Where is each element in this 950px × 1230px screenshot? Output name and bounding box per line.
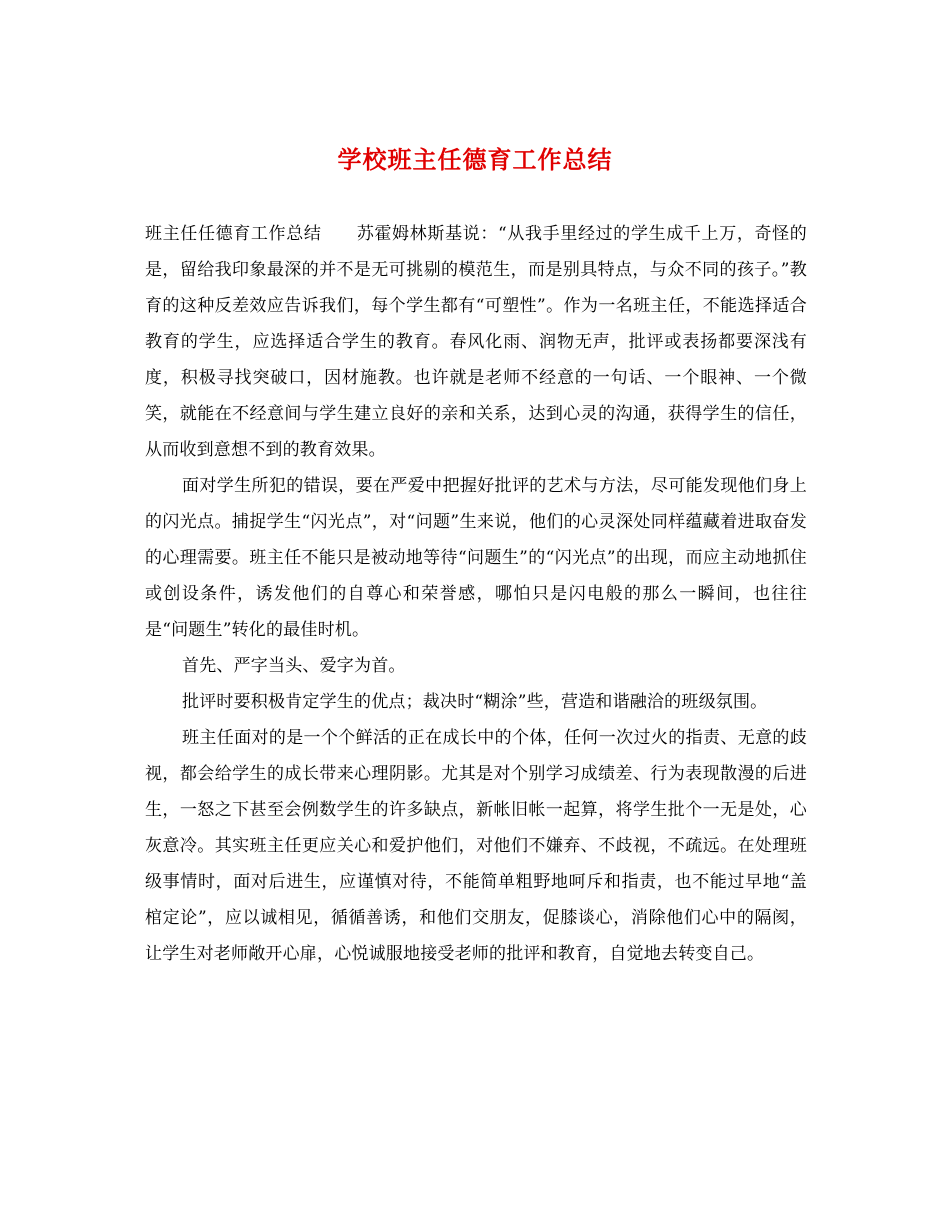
- paragraph-2: 面对学生所犯的错误，要在严爱中把握好批评的艺术与方法，尽可能发现他们身上的闪光点。捕捉学生“闪光点”，对“问题”生来说，他们的心灵深处同样蕴藏着进取奋发的心理需要。班主任不能只是被动地等待“问题生”的“闪光点”的出现，而应主动地抓住或创设条件，诱发他们的自尊心和荣誉感，哪怕只是闪电般的那么一瞬间，也往往是“问题生”转化的最佳时机。: [145, 476, 807, 640]
- paragraph-gap: [322, 224, 357, 244]
- paragraph-3: 首先、严字当头、爱字为首。: [182, 656, 406, 676]
- page-title: 学校班主任德育工作总结: [337, 145, 613, 174]
- paragraph-5: 班主任面对的是一个个鲜活的正在成长中的个体，任何一次过火的指责、无意的歧视，都会给学生的成长带来心理阴影。尤其是对个别学习成绩差、行为表现散漫的后进生，一怒之下甚至会例数学生的许多缺点，新帐旧帐一起算，将学生批个一无是处，心灰意冷。其实班主任更应关心和爱护他们，对他们不嫌弃、不歧视，不疏远。在处理班级事情时，面对后进生，应谨慎对待，不能简单粗野地呵斥和指责，也不能过早地“盖棺定论”，应以诚相见，循循善诱，和他们交朋友，促膝谈心，消除他们心中的隔阂，让学生对老师敞开心扉，心悦诚服地接受老师的批评和教育，自觉地去转变自己。: [145, 728, 807, 964]
- paragraph-1: [145, 216, 807, 468]
- paragraph-4: 批评时要积极肯定学生的优点；裁决时“糊涂”些，营造和谐融洽的班级氛围。: [182, 692, 768, 712]
- paragraph-text: 苏霍姆林斯基说：“从我手里经过的学生成千上万，奇怪的是，留给我印象最深的并不是无可挑剔的模范生，而是别具特点，与众不同的孩子。”教育的这种反差效应告诉我们，每个学生都有“可塑性”。作为一名班主任，不能选择适合教育的学生，应选择适合学生的教育。春风化雨、润物无声，批评或表扬都要深浅有度，积极寻找突破口，因材施教。也许就是老师不经意的一句话、一个眼神、一个微笑，就能在不经意间与学生建立良好的亲和关系，达到心灵的沟通，获得学生的信任，从而收到意想不到的教育效果。: [145, 224, 808, 460]
- document-body: [145, 216, 807, 972]
- paragraph-lead: 班主任任德育工作总结: [145, 224, 322, 244]
